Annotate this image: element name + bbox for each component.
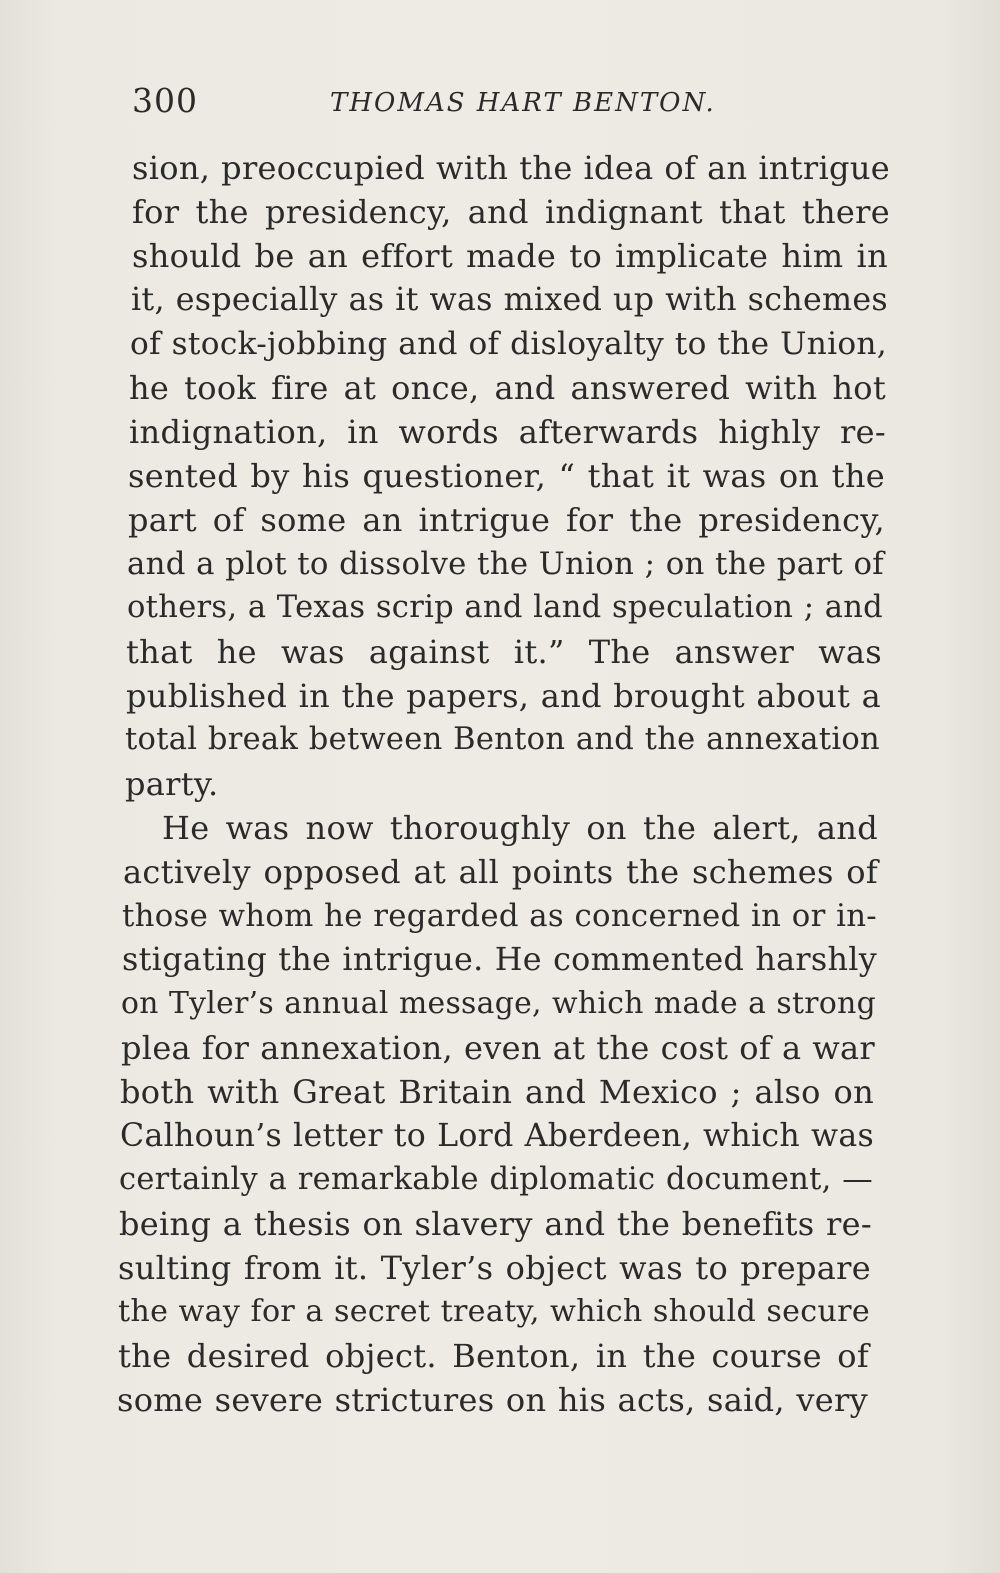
text-line: the desired object. Benton, in the course of: [118, 1337, 869, 1375]
text-line: part of some an intrigue for the presidency,: [128, 501, 885, 539]
text-line: stigating the intrigue. He commented harshly: [122, 941, 877, 978]
text-line: and a plot to dissolve the Union ; on the part of: [127, 546, 884, 582]
text-line: both with Great Britain and Mexico ; also on: [120, 1073, 874, 1111]
text-line: should be an effort made to implicate him in: [132, 237, 888, 275]
text-line: that he was against it.” The answer was: [126, 633, 882, 671]
text-line: published in the papers, and brought about a: [126, 677, 881, 715]
text-line: certainly a remarkable diplomatic document, —: [119, 1162, 873, 1197]
text-line: indignation, in words afterwards highly re-: [129, 413, 886, 451]
text-line: he took fire at once, and answered with hot: [129, 369, 886, 407]
text-line: of stock-jobbing and of disloyalty to the Union,: [130, 326, 887, 362]
text-line: those whom he regarded as concerned in or in-: [122, 898, 877, 934]
text-line: sulting from it. Tyler’s object was to prepare: [118, 1249, 871, 1287]
text-line: it, especially as it was mixed up with schemes: [131, 282, 888, 318]
text-line: others, a Texas scrip and land speculation ; and: [127, 590, 883, 625]
page-number: 300: [132, 81, 198, 120]
text-line: party.: [125, 765, 219, 803]
text-line: the way for a secret treaty, which should secure: [118, 1294, 870, 1329]
text-line: being a thesis on slavery and the benefits re-: [119, 1205, 872, 1243]
text-line: on Tyler’s annual message, which made a strong: [121, 986, 876, 1021]
text-line: actively opposed at all points the schemes of: [123, 853, 878, 891]
text-line: He was now thoroughly on the alert, and: [162, 809, 878, 847]
running-title: THOMAS HART BENTON.: [330, 88, 716, 118]
text-line: total break between Benton and the annexation: [125, 722, 880, 757]
text-line: sented by his questioner, “ that it was on the: [128, 457, 885, 495]
text-line: sion, preoccupied with the idea of an intrigue: [132, 149, 890, 187]
text-line: for the presidency, and indignant that there: [132, 193, 890, 231]
text-line: plea for annexation, even at the cost of a war: [121, 1029, 875, 1067]
text-line: Calhoun’s letter to Lord Aberdeen, which was: [120, 1118, 874, 1154]
running-head: [132, 76, 892, 126]
text-line: some severe strictures on his acts, said, very: [117, 1381, 868, 1419]
